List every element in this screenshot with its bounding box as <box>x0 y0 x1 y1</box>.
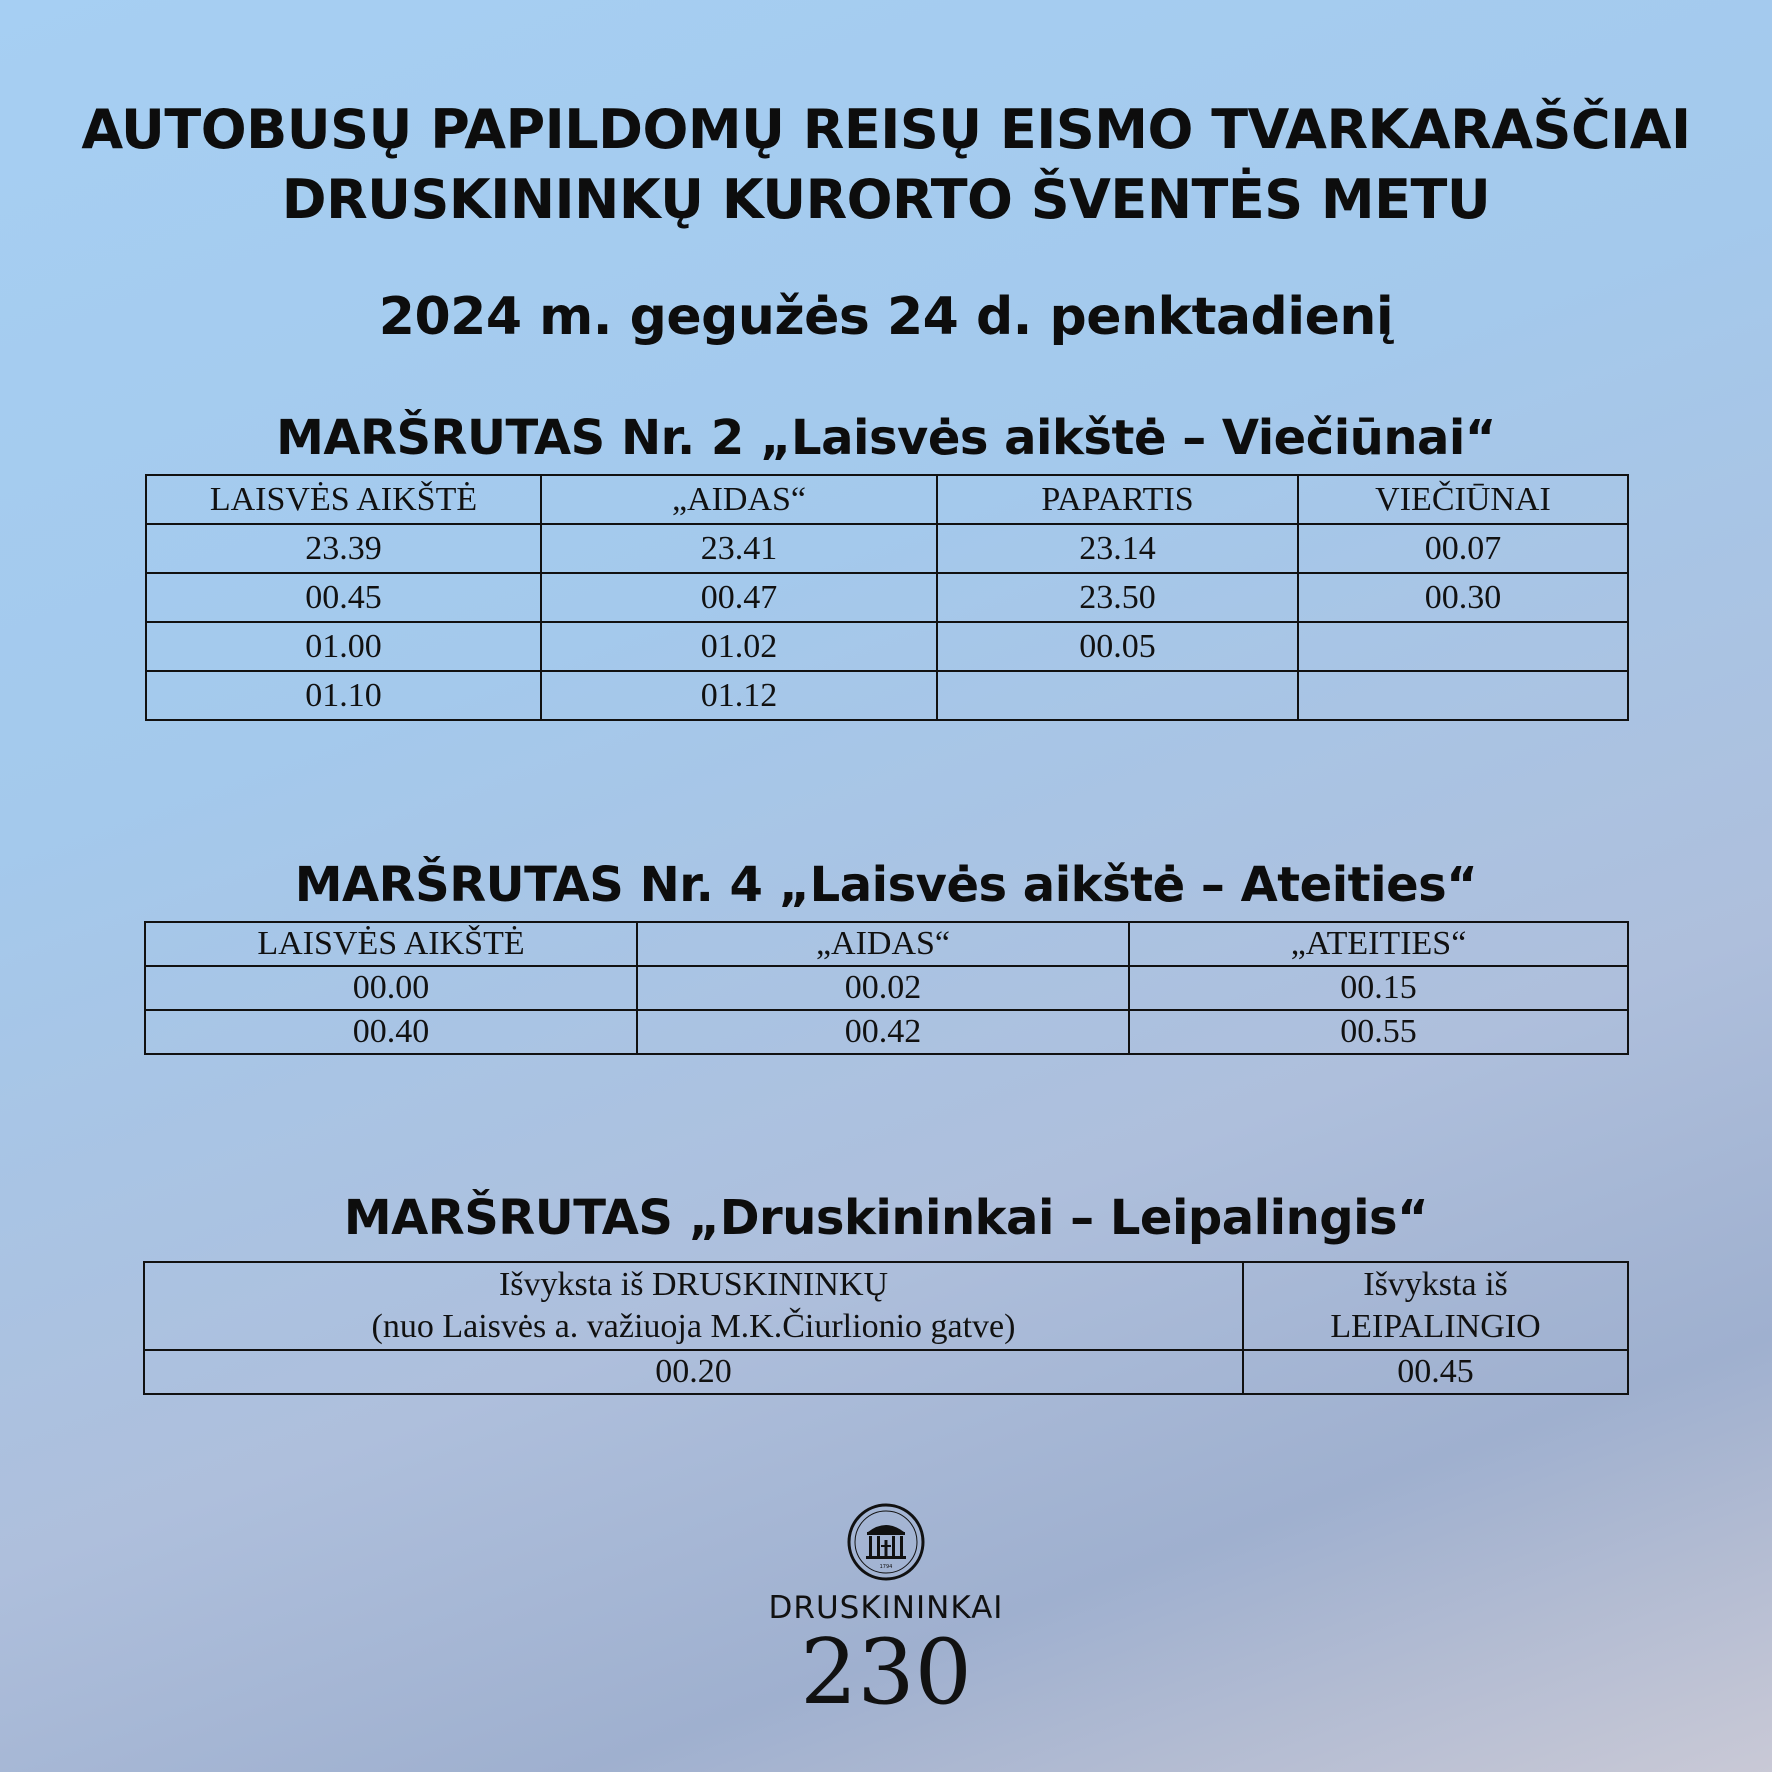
column-header-line: (nuo Laisvės a. važiuoja M.K.Čiurlionio gatve) <box>371 1308 1016 1345</box>
time-cell: 01.12 <box>541 671 937 720</box>
time-cell: 23.39 <box>146 524 541 573</box>
column-header: LAISVĖS AIKŠTĖ <box>146 475 541 524</box>
logo-name: DRUSKININKAI <box>768 1590 1004 1626</box>
time-cell: 00.20 <box>144 1350 1243 1394</box>
page-title-line2: DRUSKININKŲ KURORTO ŠVENTĖS METU <box>281 168 1491 231</box>
route-leipalingis-timetable <box>143 1261 1629 1395</box>
table-row <box>146 671 1628 720</box>
logo-anniversary-number: 230 <box>800 1620 972 1725</box>
column-header-line: Išvyksta iš DRUSKININKŲ <box>498 1265 889 1303</box>
table-header-row <box>146 475 1628 524</box>
route4-title: MARŠRUTAS Nr. 4 „Laisvės aikštė – Ateities“ <box>294 857 1478 913</box>
column-header: „AIDAS“ <box>541 475 937 524</box>
time-cell: 01.10 <box>146 671 541 720</box>
route2-title: MARŠRUTAS Nr. 2 „Laisvės aikštė – Viečiūnai“ <box>276 410 1496 466</box>
time-cell: 00.00 <box>145 966 637 1010</box>
route-leipalingis-title: MARŠRUTAS „Druskininkai – Leipalingis“ <box>343 1190 1429 1246</box>
logo-seal-year: 1794 <box>879 1564 893 1570</box>
time-cell: 23.41 <box>541 524 937 573</box>
time-cell: 00.55 <box>1129 1010 1628 1054</box>
column-header-line: Išvyksta iš <box>1363 1265 1508 1303</box>
time-cell: 23.14 <box>937 524 1298 573</box>
time-cell: 00.47 <box>541 573 937 622</box>
table-header-row <box>144 1262 1628 1350</box>
time-cell: 00.40 <box>145 1010 637 1054</box>
time-cell: 00.07 <box>1298 524 1628 573</box>
time-cell: 00.45 <box>146 573 541 622</box>
time-cell: 00.45 <box>1243 1350 1628 1394</box>
time-cell <box>937 671 1298 720</box>
column-header: LAISVĖS AIKŠTĖ <box>145 922 637 966</box>
table-row <box>146 573 1628 622</box>
table-header-row <box>145 922 1628 966</box>
time-cell: 23.50 <box>937 573 1298 622</box>
table-row <box>146 524 1628 573</box>
schedule-date: 2024 m. gegužės 24 d. penktadienį <box>378 287 1394 347</box>
time-cell <box>1298 622 1628 671</box>
time-cell: 00.05 <box>937 622 1298 671</box>
column-header-line: LEIPALINGIO <box>1330 1308 1541 1345</box>
time-cell: 00.15 <box>1129 966 1628 1010</box>
route4-timetable <box>144 921 1629 1055</box>
rotunda-pavilion-icon <box>846 1502 926 1582</box>
time-cell: 01.00 <box>146 622 541 671</box>
time-cell: 00.02 <box>637 966 1129 1010</box>
column-header-druskininkai <box>144 1262 1243 1350</box>
column-header: PAPARTIS <box>937 475 1298 524</box>
table-row <box>145 1010 1628 1054</box>
time-cell <box>1298 671 1628 720</box>
table-row <box>145 966 1628 1010</box>
column-header: VIEČIŪNAI <box>1298 475 1628 524</box>
time-cell: 00.30 <box>1298 573 1628 622</box>
table-row <box>144 1350 1628 1394</box>
time-cell: 01.02 <box>541 622 937 671</box>
column-header-leipalingis <box>1243 1262 1628 1350</box>
column-header: „AIDAS“ <box>637 922 1129 966</box>
time-cell: 00.42 <box>637 1010 1129 1054</box>
route2-timetable <box>145 474 1629 721</box>
column-header: „ATEITIES“ <box>1129 922 1628 966</box>
page-title-line1: AUTOBUSŲ PAPILDOMŲ REISŲ EISMO TVARKARAŠČIAI <box>81 98 1691 161</box>
table-row <box>146 622 1628 671</box>
